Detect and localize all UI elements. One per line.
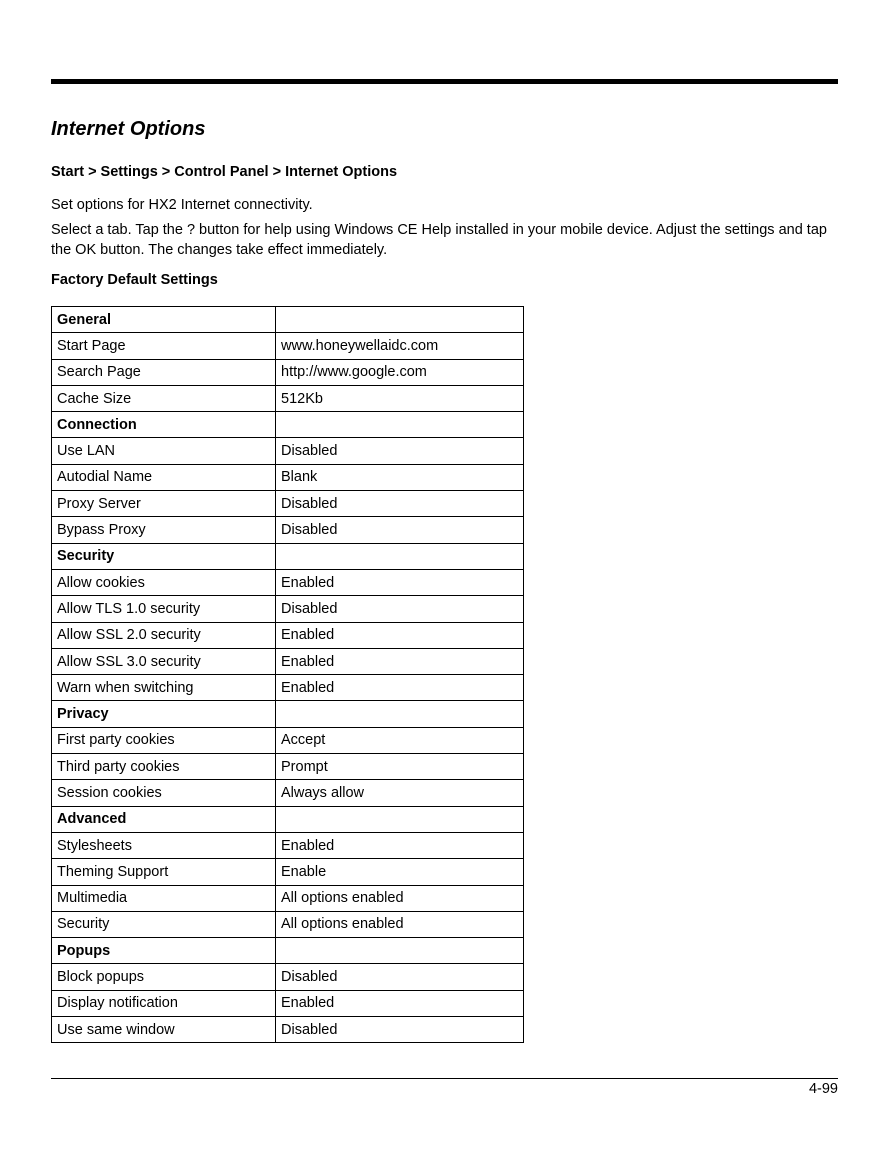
setting-value	[276, 806, 524, 832]
table-row	[52, 832, 524, 858]
setting-value: Enabled	[276, 675, 524, 701]
table-row	[52, 569, 524, 595]
setting-value: Disabled	[276, 1017, 524, 1043]
setting-name: Proxy Server	[52, 491, 276, 517]
factory-defaults-heading: Factory Default Settings	[51, 272, 218, 288]
setting-value: 512Kb	[276, 385, 524, 411]
setting-value: Enable	[276, 859, 524, 885]
setting-name: Theming Support	[52, 859, 276, 885]
table-row	[52, 491, 524, 517]
setting-value	[276, 701, 524, 727]
table-row	[52, 675, 524, 701]
setting-value: Disabled	[276, 964, 524, 990]
setting-value: http://www.google.com	[276, 359, 524, 385]
page-title: Internet Options	[51, 118, 206, 140]
setting-name: Session cookies	[52, 780, 276, 806]
bottom-rule	[51, 1078, 838, 1079]
setting-value: All options enabled	[276, 911, 524, 937]
top-rule	[51, 79, 838, 84]
setting-name: Block popups	[52, 964, 276, 990]
section-label: Advanced	[52, 806, 276, 832]
setting-name: Stylesheets	[52, 832, 276, 858]
setting-value: Disabled	[276, 596, 524, 622]
setting-name: Display notification	[52, 990, 276, 1016]
instructions-paragraph: Select a tab. Tap the ? button for help using Windows CE Help installed in your mobile device. Adjust the settings and tap the OK button. The changes take effect immediately.	[51, 222, 827, 258]
table-row	[52, 780, 524, 806]
table-row	[52, 885, 524, 911]
setting-name: Security	[52, 911, 276, 937]
intro-paragraph: Set options for HX2 Internet connectivity.	[51, 197, 313, 213]
table-row	[52, 648, 524, 674]
table-section-row	[52, 806, 524, 832]
setting-name: Use LAN	[52, 438, 276, 464]
setting-value: Enabled	[276, 648, 524, 674]
setting-value: Disabled	[276, 517, 524, 543]
table-row	[52, 964, 524, 990]
setting-value: Blank	[276, 464, 524, 490]
setting-value: All options enabled	[276, 885, 524, 911]
setting-value	[276, 938, 524, 964]
table-row	[52, 596, 524, 622]
setting-value: Disabled	[276, 491, 524, 517]
setting-value: Enabled	[276, 990, 524, 1016]
setting-value: Accept	[276, 727, 524, 753]
setting-value: Disabled	[276, 438, 524, 464]
setting-name: Allow TLS 1.0 security	[52, 596, 276, 622]
setting-name: Start Page	[52, 333, 276, 359]
setting-value: Enabled	[276, 832, 524, 858]
setting-name: Allow cookies	[52, 569, 276, 595]
page-number: 4-99	[808, 1081, 838, 1097]
table-row	[52, 359, 524, 385]
setting-name: Search Page	[52, 359, 276, 385]
breadcrumb: Start > Settings > Control Panel > Internet Options	[51, 164, 398, 180]
setting-value	[276, 543, 524, 569]
table-row	[52, 727, 524, 753]
table-section-row	[52, 938, 524, 964]
table-section-row	[52, 412, 524, 438]
table-row	[52, 859, 524, 885]
table-row	[52, 385, 524, 411]
table-section-row	[52, 543, 524, 569]
section-label: Security	[52, 543, 276, 569]
setting-name: Cache Size	[52, 385, 276, 411]
section-label: Popups	[52, 938, 276, 964]
setting-value: Enabled	[276, 622, 524, 648]
setting-value	[276, 307, 524, 333]
table-row	[52, 333, 524, 359]
table-row	[52, 438, 524, 464]
section-label: Privacy	[52, 701, 276, 727]
section-label: Connection	[52, 412, 276, 438]
setting-name: First party cookies	[52, 727, 276, 753]
setting-name: Bypass Proxy	[52, 517, 276, 543]
setting-name: Allow SSL 2.0 security	[52, 622, 276, 648]
table-row	[52, 990, 524, 1016]
setting-name: Warn when switching	[52, 675, 276, 701]
setting-name: Allow SSL 3.0 security	[52, 648, 276, 674]
setting-value: Prompt	[276, 754, 524, 780]
table-section-row	[52, 701, 524, 727]
table-row	[52, 517, 524, 543]
factory-default-settings-table	[51, 306, 524, 1043]
setting-value: Always allow	[276, 780, 524, 806]
table-row	[52, 464, 524, 490]
setting-value: www.honeywellaidc.com	[276, 333, 524, 359]
setting-name: Multimedia	[52, 885, 276, 911]
setting-name: Use same window	[52, 1017, 276, 1043]
setting-name: Third party cookies	[52, 754, 276, 780]
setting-name: Autodial Name	[52, 464, 276, 490]
section-label: General	[52, 307, 276, 333]
setting-value: Enabled	[276, 569, 524, 595]
table-row	[52, 754, 524, 780]
table-section-row	[52, 307, 524, 333]
table-row	[52, 1017, 524, 1043]
table-row	[52, 622, 524, 648]
table-row	[52, 911, 524, 937]
setting-value	[276, 412, 524, 438]
settings-table-body	[52, 307, 524, 1043]
